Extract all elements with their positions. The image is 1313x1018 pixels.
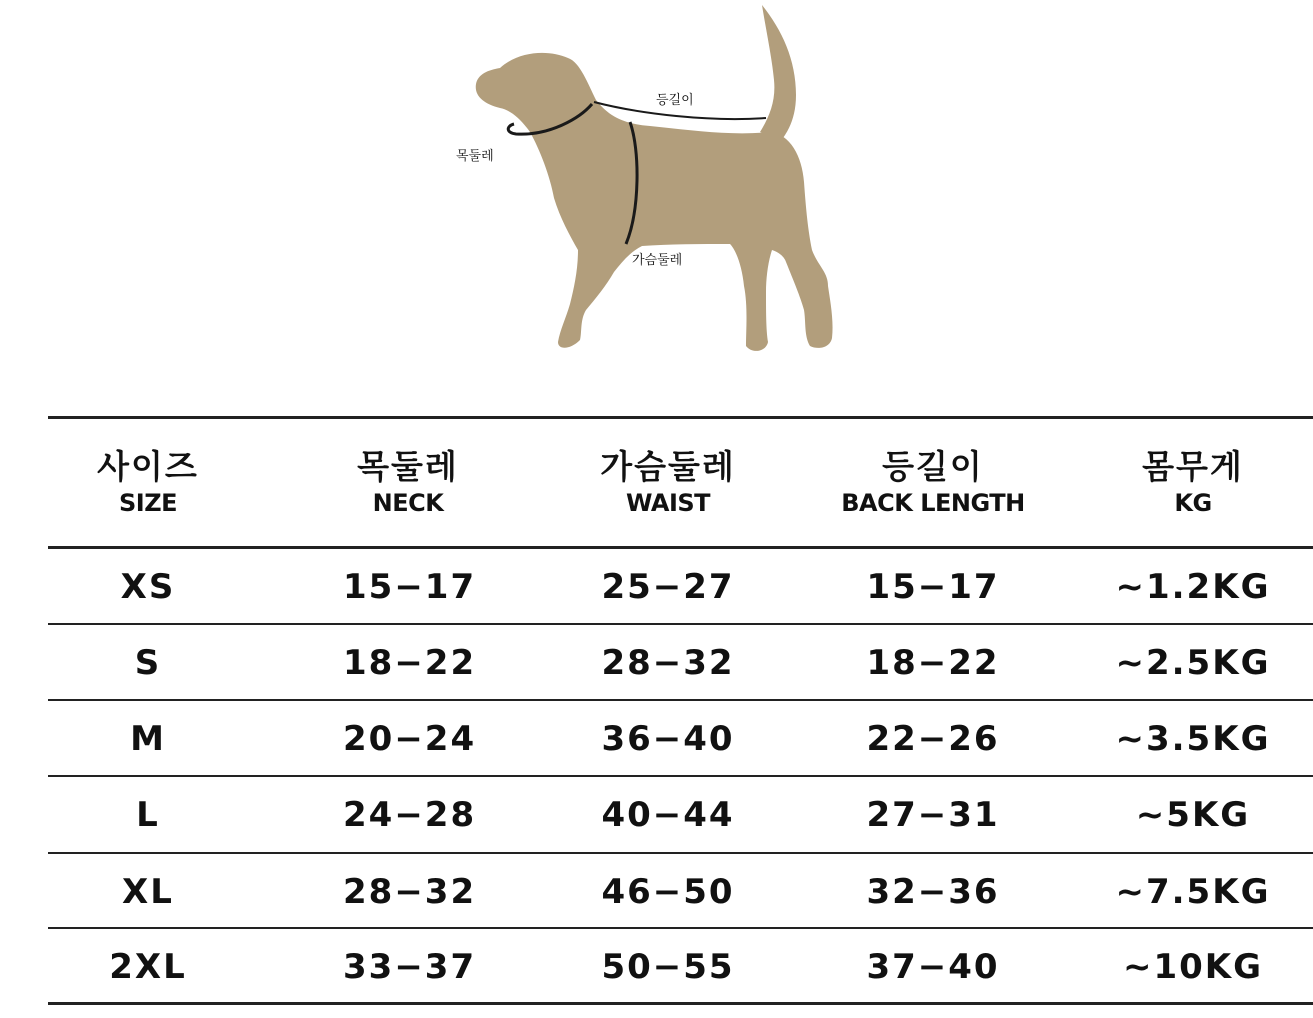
table-row [48,549,1313,625]
weight-cell: ~1.2KG [1115,567,1271,607]
header-back-length: 등길이 BACK LENGTH [841,447,1025,517]
table-row [48,777,1313,853]
header-size: 사이즈 SIZE [97,447,199,517]
dog-measurement-diagram [430,0,870,370]
weight-cell: ~10KG [1122,947,1264,987]
table-top-rule [48,416,1313,419]
table-row [48,701,1313,777]
neck-cell: 24−28 [343,795,477,835]
back-length-cell: 18−22 [866,643,1000,683]
waist-cell: 50−55 [601,947,735,987]
back-length-label: 등길이 [656,93,694,108]
size-cell: S [134,643,162,683]
size-cell: L [136,795,160,835]
weight-cell: ~3.5KG [1115,719,1271,759]
waist-cell: 25−27 [601,567,735,607]
neck-cell: 33−37 [343,947,477,987]
neck-cell: 18−22 [343,643,477,683]
waist-cell: 46−50 [601,872,735,912]
weight-cell: ~7.5KG [1115,872,1271,912]
back-length-cell: 15−17 [866,567,1000,607]
weight-cell: ~2.5KG [1115,643,1271,683]
neck-cell: 15−17 [343,567,477,607]
back-length-cell: 22−26 [866,719,1000,759]
neck-cell: 28−32 [343,872,477,912]
size-cell: XS [120,567,176,607]
neck-cell: 20−24 [343,719,477,759]
waist-cell: 40−44 [601,795,735,835]
back-length-cell: 37−40 [866,947,1000,987]
chest-label: 가슴둘레 [632,253,683,268]
table-bottom-rule [48,1002,1313,1005]
waist-cell: 36−40 [601,719,735,759]
weight-cell: ~5KG [1135,795,1251,835]
header-waist: 가슴둘레 WAIST [600,447,736,517]
table-header-row [48,446,1313,526]
size-cell: M [130,719,166,759]
table-row [48,854,1313,930]
size-cell: XL [122,872,174,912]
table-row [48,625,1313,701]
back-length-cell: 32−36 [866,872,1000,912]
header-weight: 몸무게 KG [1142,447,1244,517]
dog-silhouette-icon [430,0,870,370]
waist-cell: 28−32 [601,643,735,683]
back-length-cell: 27−31 [866,795,1000,835]
table-row [48,929,1313,1005]
header-neck: 목둘레 NECK [357,447,459,517]
neck-label: 목둘레 [456,149,494,164]
size-cell: 2XL [109,947,187,987]
